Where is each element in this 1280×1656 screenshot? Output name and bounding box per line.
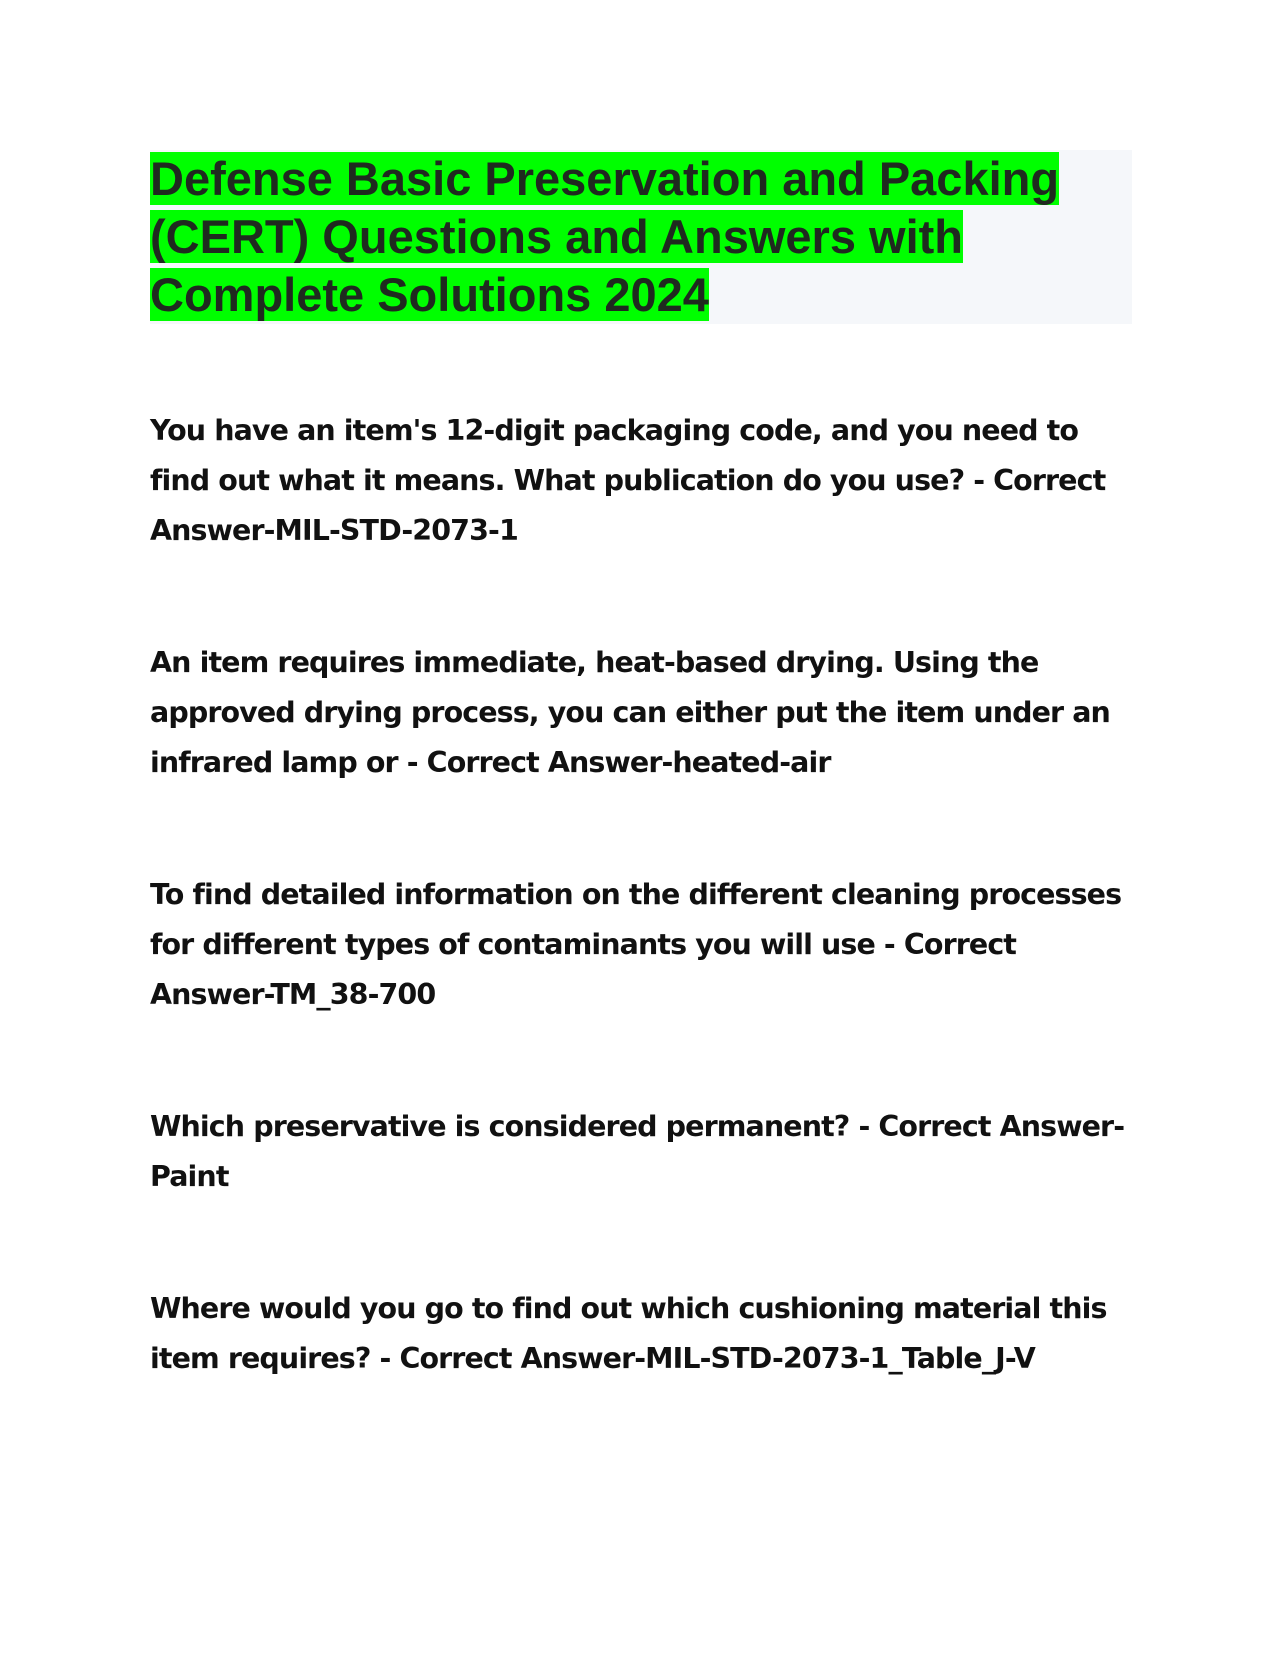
qa-entry-5: Where would you go to find out which cushioning material this item requires? - Correct Answer-MIL-STD-2073-1_Table_J-V (150, 1292, 1107, 1375)
qa-entry-1: You have an item's 12-digit packaging code, and you need to find out what it means. What publication do you use? - Correct Answer-MIL-STD-2073-1 (150, 414, 1106, 547)
qa-entry-2: An item requires immediate, heat-based drying. Using the approved drying process, you can either put the item under an infrared lamp or - Correct Answer-heated-air (150, 646, 1110, 779)
title-highlight: Defense Basic Preservation and Packing (CERT) Questions and Answers with Complete Solutions 2024 (150, 152, 1060, 321)
qa-entry-4: Which preservative is considered permanent? - Correct Answer-Paint (150, 1110, 1125, 1193)
title-block (150, 150, 1132, 324)
qa-entry-3: To find detailed information on the different cleaning processes for different types of contaminants you will use - Correct Answer-TM_38-700 (150, 878, 1122, 1011)
document-title (150, 150, 1132, 324)
